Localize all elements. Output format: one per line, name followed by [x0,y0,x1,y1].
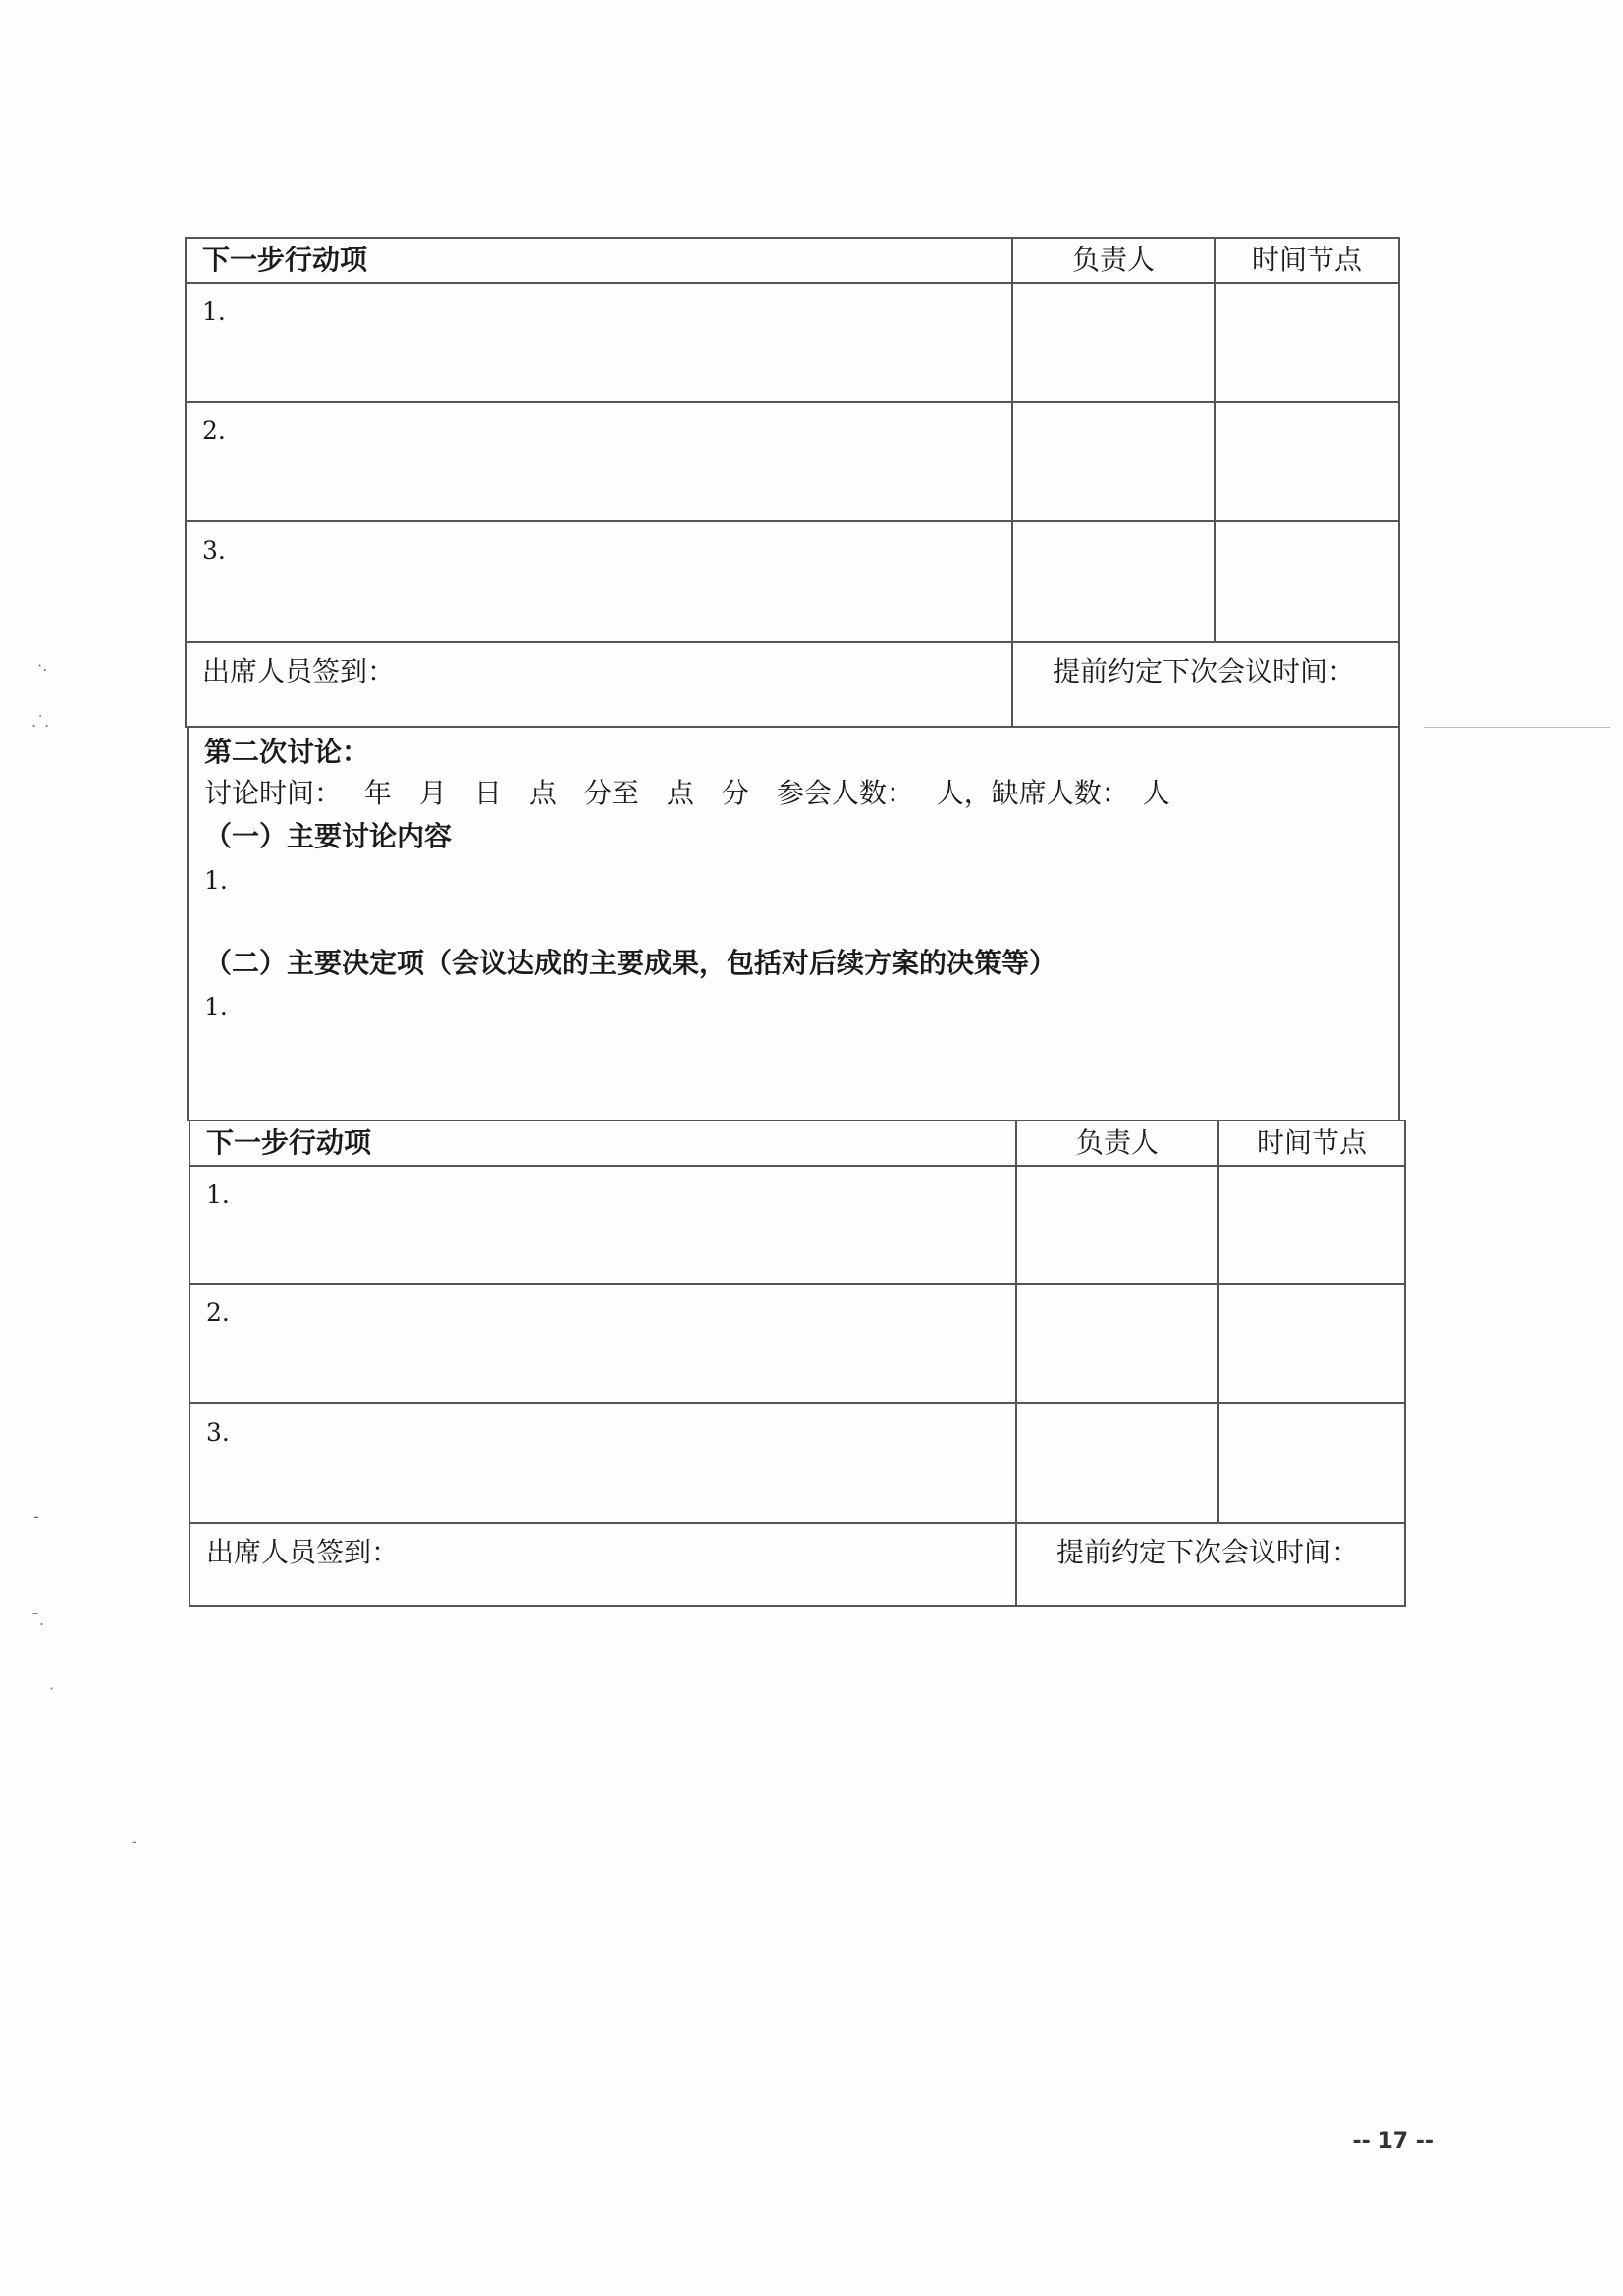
action-cell[interactable] [187,522,1011,641]
next-meeting-label: 提前约定下次会议时间： [1056,1536,1360,1568]
action-row [190,1404,1404,1524]
action-column-header: 下一步行动项 [206,1126,372,1159]
deadline-cell[interactable] [1214,522,1398,641]
discussion-time-line: 讨论时间： 年 月 日 点 分至 点 分 参会人数： 人，缺席人数： 人 [204,777,1170,809]
row-number: 2. [202,416,226,445]
owner-cell[interactable] [1011,522,1214,641]
second-discussion-block [187,726,1400,1121]
discussion-item-number: 1. [204,866,228,895]
action-row [187,403,1398,522]
owner-cell[interactable] [1015,1167,1217,1283]
deadline-column-header: 时间节点 [1251,244,1362,276]
action-table-header [187,239,1398,284]
action-row [187,522,1398,643]
action-row [190,1167,1404,1285]
action-cell[interactable] [190,1285,1015,1402]
action-column-header: 下一步行动项 [202,244,368,276]
deadline-column-header: 时间节点 [1256,1126,1367,1159]
row-number: 3. [202,536,226,565]
action-table-2 [189,1120,1406,1607]
action-table-1 [185,237,1400,728]
owner-column-header: 负责人 [1071,244,1155,276]
deadline-cell[interactable] [1214,403,1398,520]
action-cell[interactable] [190,1167,1015,1283]
owner-cell[interactable] [1015,1404,1217,1522]
owner-cell[interactable] [1015,1285,1217,1402]
owner-cell[interactable] [1011,284,1214,401]
attendance-sign-cell[interactable] [190,1524,1015,1605]
row-number: 3. [206,1418,230,1447]
main-decisions-heading: （二）主要决定项（会议达成的主要成果，包括对后续方案的决策等） [204,947,1057,979]
action-row [187,284,1398,403]
scan-speck: ¯. [31,1611,45,1629]
attendance-sign-cell[interactable] [187,643,1011,726]
scan-speck: · [49,1679,55,1698]
scan-speck: - [132,1832,137,1851]
action-row [190,1285,1404,1404]
signature-row [190,1524,1404,1605]
decision-item-number: 1. [204,993,228,1021]
signature-row [187,643,1398,726]
action-cell[interactable] [190,1404,1015,1522]
next-meeting-cell[interactable] [1015,1524,1404,1605]
action-cell[interactable] [187,284,1011,401]
row-number: 1. [202,298,226,326]
deadline-cell[interactable] [1214,284,1398,401]
scan-speck: .˙. [31,712,50,731]
page-number: -- 17 -- [1352,2129,1434,2154]
scan-line [1424,727,1610,728]
attendance-label: 出席人员签到： [206,1536,400,1568]
main-discussion-heading: （一）主要讨论内容 [204,820,453,852]
owner-column-header: 负责人 [1075,1126,1159,1159]
deadline-cell[interactable] [1217,1167,1404,1283]
owner-cell[interactable] [1011,403,1214,520]
next-meeting-cell[interactable] [1011,643,1398,726]
next-meeting-label: 提前约定下次会议时间： [1053,655,1356,687]
row-number: 2. [206,1298,230,1327]
action-cell[interactable] [187,403,1011,520]
scan-speck: - [33,1507,39,1526]
attendance-label: 出席人员签到： [202,655,396,687]
scan-speck: ·. [37,656,48,675]
row-number: 1. [206,1180,230,1209]
action-table-header [190,1121,1404,1167]
discussion-title: 第二次讨论： [204,736,370,768]
deadline-cell[interactable] [1217,1404,1404,1522]
deadline-cell[interactable] [1217,1285,1404,1402]
